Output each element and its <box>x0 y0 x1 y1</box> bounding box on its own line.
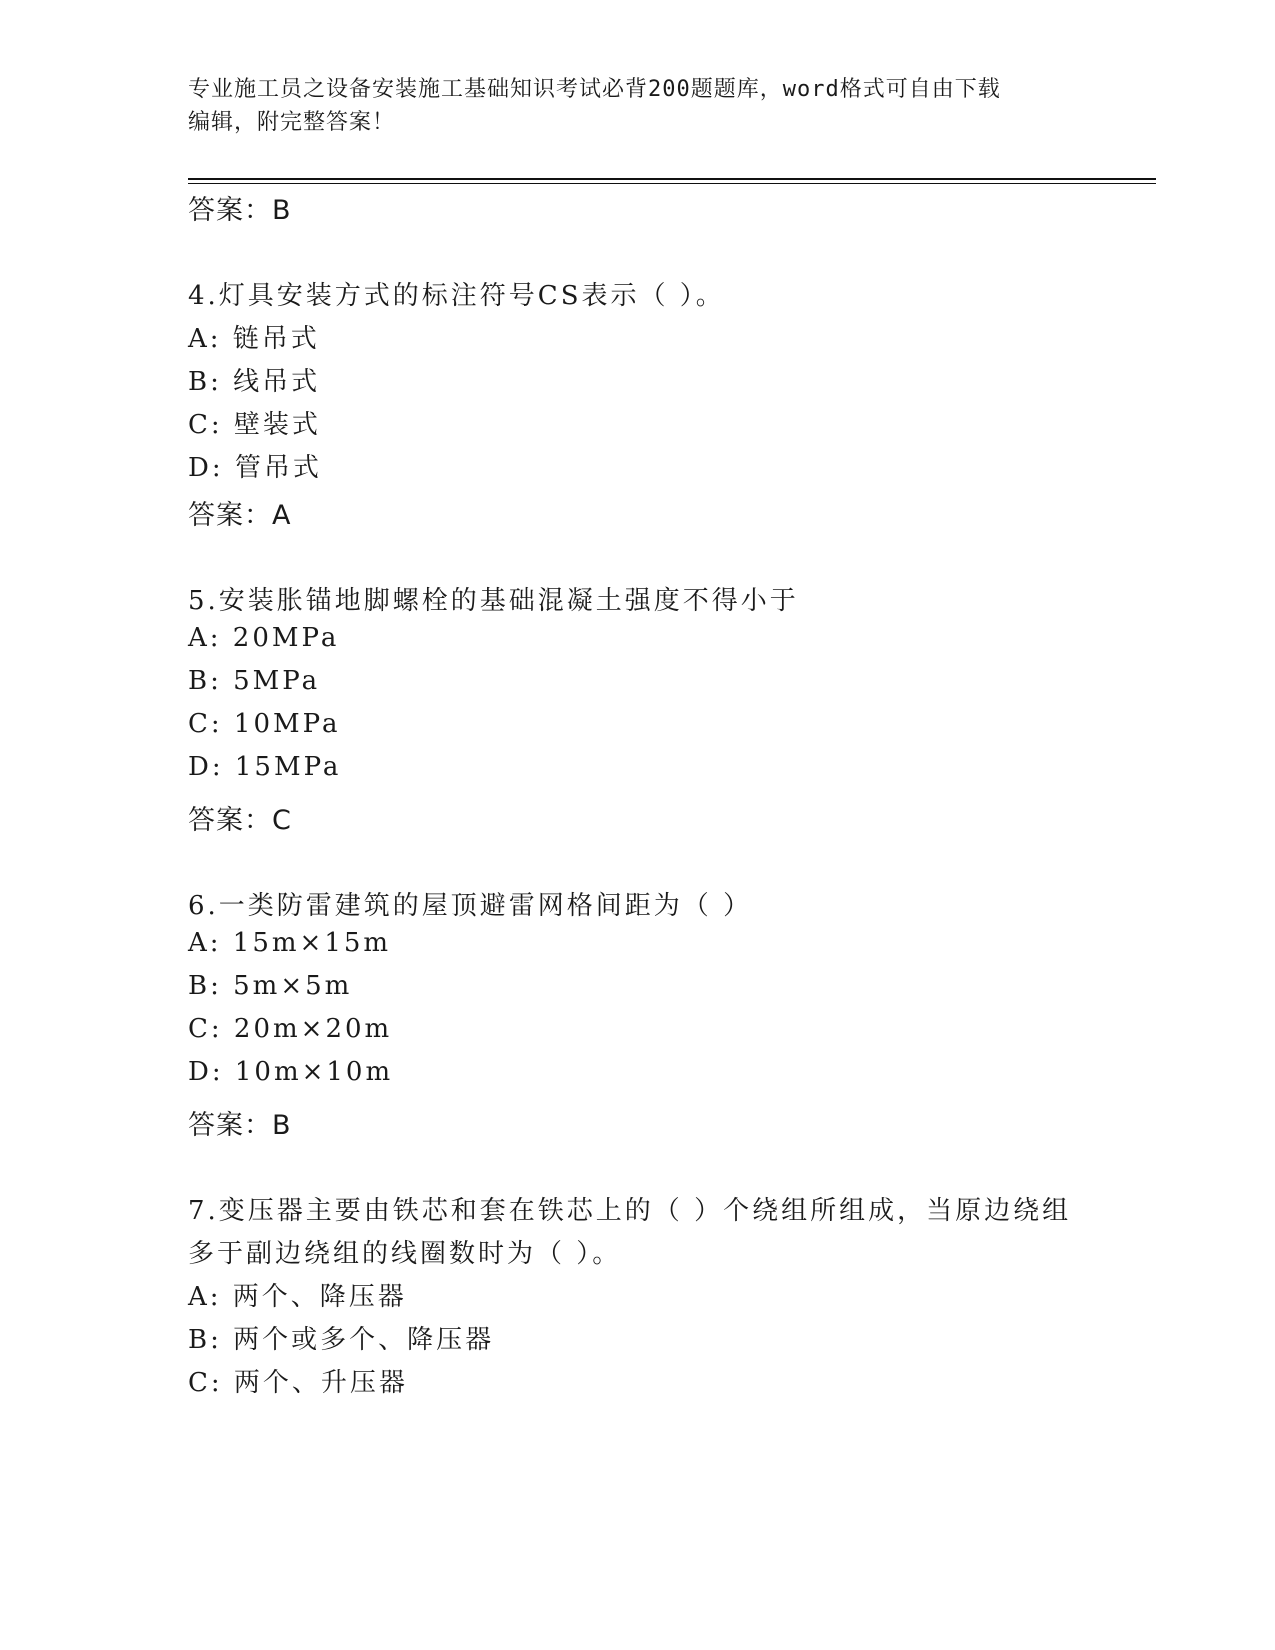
header-line-2: 编辑，附完整答案！ <box>188 110 396 135</box>
option-7b: B: 两个或多个、降压器 <box>188 1325 495 1355</box>
question-stem-5: 5.安装胀锚地脚螺栓的基础混凝土强度不得小于 <box>188 586 799 616</box>
option-7a: A: 两个、降压器 <box>188 1282 407 1312</box>
question-stem-6: 6.一类防雷建筑的屋顶避雷网格间距为（ ） <box>188 891 753 921</box>
option-4c: C: 壁装式 <box>188 410 321 440</box>
option-5c: C: 10MPa <box>188 709 341 739</box>
option-6a: A: 15m×15m <box>188 928 392 958</box>
answer-6: 答案：B <box>188 1110 292 1141</box>
header-line-1: 专业施工员之设备安装施工基础知识考试必背200题题库，word格式可自由下载 <box>188 77 1001 102</box>
answer-previous: 答案：B <box>188 195 292 226</box>
option-6c: C: 20m×20m <box>188 1014 393 1044</box>
document-header <box>188 73 1068 139</box>
header-divider-thick <box>188 178 1156 180</box>
answer-5: 答案：C <box>188 805 292 836</box>
option-4d: D: 管吊式 <box>188 453 322 483</box>
question-stem-7-line-2: 多于副边绕组的线圈数时为（ ）。 <box>188 1239 622 1269</box>
answer-4: 答案：A <box>188 500 292 531</box>
option-6d: D: 10m×10m <box>188 1057 394 1087</box>
question-stem-7-line-1: 7.变压器主要由铁芯和套在铁芯上的（ ）个绕组所组成，当原边绕组 <box>188 1196 1072 1226</box>
option-4a: A: 链吊式 <box>188 324 320 354</box>
option-6b: B: 5m×5m <box>188 971 353 1001</box>
option-5d: D: 15MPa <box>188 752 342 782</box>
option-5a: A: 20MPa <box>188 623 340 653</box>
option-4b: B: 线吊式 <box>188 367 321 397</box>
option-5b: B: 5MPa <box>188 666 321 696</box>
header-divider-thin <box>188 183 1156 184</box>
option-7c: C: 两个、升压器 <box>188 1368 408 1398</box>
question-stem-4: 4.灯具安装方式的标注符号CS表示（ ）。 <box>188 281 725 311</box>
